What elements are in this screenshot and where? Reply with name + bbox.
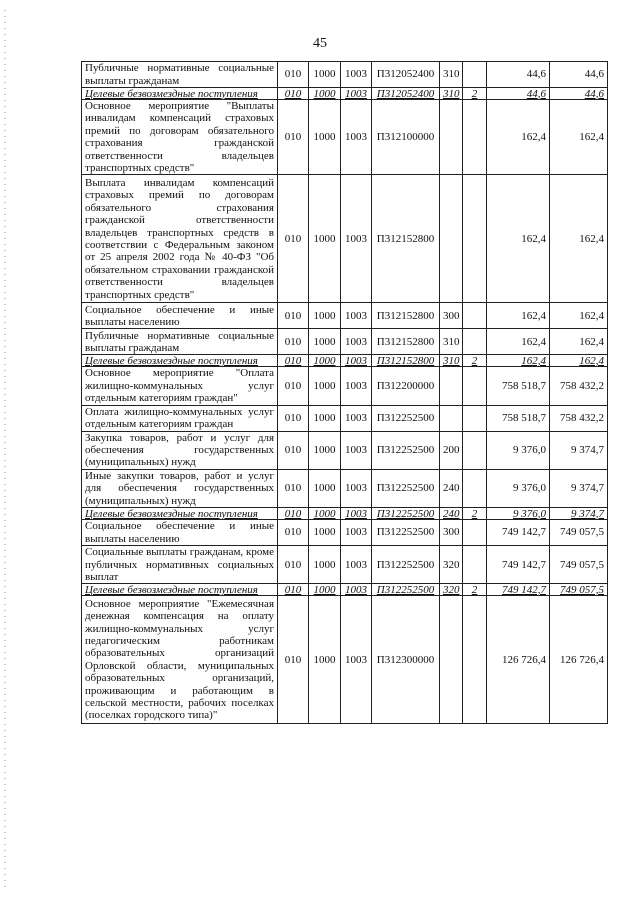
table-row bbox=[82, 405, 608, 431]
amount-year-1: 162,4 bbox=[487, 303, 550, 329]
target-article-code: П312252500 bbox=[372, 431, 440, 469]
row-name: Целевые безвозмездные поступления bbox=[82, 584, 278, 596]
amount-year-2: 44,6 bbox=[550, 88, 608, 100]
row-name: Основное мероприятие "Выплаты инвалидам компенсаций страховых премий по договорам обязательного страхования гражданской ответственности владельцев транспортных средств" bbox=[82, 100, 278, 175]
section-code: 1000 bbox=[309, 469, 341, 507]
amount-year-2: 749 057,5 bbox=[550, 584, 608, 596]
section-code: 1000 bbox=[309, 584, 341, 596]
target-article-code: П312300000 bbox=[372, 596, 440, 724]
expense-type-code: 240 bbox=[440, 469, 463, 507]
amount-year-1: 758 518,7 bbox=[487, 367, 550, 405]
amount-year-1: 749 142,7 bbox=[487, 546, 550, 584]
source-code: 2 bbox=[463, 508, 487, 520]
subsection-code: 1003 bbox=[341, 88, 372, 100]
amount-year-1: 749 142,7 bbox=[487, 584, 550, 596]
table-row bbox=[82, 546, 608, 584]
target-article-code: П312100000 bbox=[372, 100, 440, 175]
table-row-target-receipts bbox=[82, 88, 608, 100]
source-code bbox=[463, 596, 487, 724]
subsection-code: 1003 bbox=[341, 100, 372, 175]
row-name: Социальное обеспечение и иные выплаты населению bbox=[82, 520, 278, 546]
source-code: 2 bbox=[463, 88, 487, 100]
expense-type-code bbox=[440, 596, 463, 724]
subsection-code: 1003 bbox=[341, 520, 372, 546]
subsection-code: 1003 bbox=[341, 405, 372, 431]
grbs-code: 010 bbox=[278, 175, 309, 303]
amount-year-1: 749 142,7 bbox=[487, 520, 550, 546]
row-name: Целевые безвозмездные поступления bbox=[82, 355, 278, 367]
target-article-code: П312152800 bbox=[372, 355, 440, 367]
section-code: 1000 bbox=[309, 405, 341, 431]
subsection-code: 1003 bbox=[341, 596, 372, 724]
amount-year-2: 9 374,7 bbox=[550, 431, 608, 469]
amount-year-1: 44,6 bbox=[487, 88, 550, 100]
amount-year-2: 162,4 bbox=[550, 175, 608, 303]
row-name: Основное мероприятие "Ежемесячная денежная компенсация на оплату жилищно-коммунальных услуг педагогическим работникам образовательных организаций Орловской области, муниципальных образовательных организаций, проживающим и работающим в сельской местности, рабочих поселках (поселках городского типа)" bbox=[82, 596, 278, 724]
subsection-code: 1003 bbox=[341, 367, 372, 405]
page-number: 45 bbox=[313, 36, 327, 51]
amount-year-1: 162,4 bbox=[487, 355, 550, 367]
target-article-code: П312152800 bbox=[372, 175, 440, 303]
amount-year-1: 758 518,7 bbox=[487, 405, 550, 431]
section-code: 1000 bbox=[309, 303, 341, 329]
expense-type-code: 310 bbox=[440, 88, 463, 100]
table-row-target-receipts bbox=[82, 508, 608, 520]
row-name: Социальные выплаты гражданам, кроме публичных нормативных социальных выплат bbox=[82, 546, 278, 584]
grbs-code: 010 bbox=[278, 431, 309, 469]
amount-year-1: 126 726,4 bbox=[487, 596, 550, 724]
section-code: 1000 bbox=[309, 62, 341, 88]
row-name: Социальное обеспечение и иные выплаты населению bbox=[82, 303, 278, 329]
grbs-code: 010 bbox=[278, 100, 309, 175]
amount-year-2: 749 057,5 bbox=[550, 520, 608, 546]
subsection-code: 1003 bbox=[341, 175, 372, 303]
amount-year-2: 126 726,4 bbox=[550, 596, 608, 724]
target-article-code: П312252500 bbox=[372, 405, 440, 431]
expense-type-code: 200 bbox=[440, 431, 463, 469]
row-name: Целевые безвозмездные поступления bbox=[82, 508, 278, 520]
amount-year-2: 9 374,7 bbox=[550, 508, 608, 520]
grbs-code: 010 bbox=[278, 596, 309, 724]
table-row bbox=[82, 431, 608, 469]
section-code: 1000 bbox=[309, 367, 341, 405]
section-code: 1000 bbox=[309, 355, 341, 367]
row-name: Выплата инвалидам компенсаций страховых премий по договорам обязательного страхования гражданской ответственности владельцев транспортных средств в соответствии с Федеральным законом от 25 апреля 2002 года № 40-ФЗ "Об обязательном страховании гражданской ответственности владельцев транспортных средств" bbox=[82, 175, 278, 303]
grbs-code: 010 bbox=[278, 303, 309, 329]
table-row bbox=[82, 367, 608, 405]
section-code: 1000 bbox=[309, 175, 341, 303]
table-row-target-receipts bbox=[82, 355, 608, 367]
subsection-code: 1003 bbox=[341, 508, 372, 520]
amount-year-2: 44,6 bbox=[550, 62, 608, 88]
source-code bbox=[463, 405, 487, 431]
amount-year-1: 44,6 bbox=[487, 62, 550, 88]
target-article-code: П312252500 bbox=[372, 546, 440, 584]
expense-type-code bbox=[440, 367, 463, 405]
source-code: 2 bbox=[463, 584, 487, 596]
table-row-target-receipts bbox=[82, 584, 608, 596]
table-row bbox=[82, 520, 608, 546]
source-code bbox=[463, 469, 487, 507]
row-name: Закупка товаров, работ и услуг для обеспечения государственных (муниципальных) нужд bbox=[82, 431, 278, 469]
table-row bbox=[82, 329, 608, 355]
amount-year-2: 162,4 bbox=[550, 303, 608, 329]
target-article-code: П312200000 bbox=[372, 367, 440, 405]
target-article-code: П312152800 bbox=[372, 303, 440, 329]
subsection-code: 1003 bbox=[341, 303, 372, 329]
source-code bbox=[463, 367, 487, 405]
subsection-code: 1003 bbox=[341, 546, 372, 584]
source-code bbox=[463, 431, 487, 469]
target-article-code: П312252500 bbox=[372, 520, 440, 546]
grbs-code: 010 bbox=[278, 520, 309, 546]
row-name: Целевые безвозмездные поступления bbox=[82, 88, 278, 100]
grbs-code: 010 bbox=[278, 88, 309, 100]
expense-type-code: 300 bbox=[440, 520, 463, 546]
source-code: 2 bbox=[463, 355, 487, 367]
grbs-code: 010 bbox=[278, 367, 309, 405]
amount-year-1: 9 376,0 bbox=[487, 508, 550, 520]
subsection-code: 1003 bbox=[341, 329, 372, 355]
target-article-code: П312152800 bbox=[372, 329, 440, 355]
row-name: Публичные нормативные социальные выплаты гражданам bbox=[82, 62, 278, 88]
amount-year-2: 749 057,5 bbox=[550, 546, 608, 584]
grbs-code: 010 bbox=[278, 508, 309, 520]
amount-year-1: 9 376,0 bbox=[487, 431, 550, 469]
expense-type-code: 320 bbox=[440, 546, 463, 584]
source-code bbox=[463, 62, 487, 88]
amount-year-2: 758 432,2 bbox=[550, 367, 608, 405]
amount-year-2: 162,4 bbox=[550, 329, 608, 355]
section-code: 1000 bbox=[309, 329, 341, 355]
row-name: Основное мероприятие "Оплата жилищно-коммунальных услуг отдельным категориям граждан" bbox=[82, 367, 278, 405]
grbs-code: 010 bbox=[278, 546, 309, 584]
expense-type-code: 310 bbox=[440, 62, 463, 88]
section-code: 1000 bbox=[309, 546, 341, 584]
source-code bbox=[463, 520, 487, 546]
source-code bbox=[463, 329, 487, 355]
section-code: 1000 bbox=[309, 520, 341, 546]
expense-type-code bbox=[440, 175, 463, 303]
budget-table bbox=[81, 61, 608, 724]
amount-year-1: 162,4 bbox=[487, 329, 550, 355]
target-article-code: П312252500 bbox=[372, 508, 440, 520]
amount-year-2: 758 432,2 bbox=[550, 405, 608, 431]
grbs-code: 010 bbox=[278, 62, 309, 88]
table-row bbox=[82, 175, 608, 303]
target-article-code: П312052400 bbox=[372, 88, 440, 100]
expense-type-code: 300 bbox=[440, 303, 463, 329]
grbs-code: 010 bbox=[278, 405, 309, 431]
grbs-code: 010 bbox=[278, 355, 309, 367]
row-name: Публичные нормативные социальные выплаты гражданам bbox=[82, 329, 278, 355]
grbs-code: 010 bbox=[278, 329, 309, 355]
target-article-code: П312252500 bbox=[372, 584, 440, 596]
row-name: Оплата жилищно-коммунальных услуг отдельным категориям граждан bbox=[82, 405, 278, 431]
expense-type-code: 310 bbox=[440, 355, 463, 367]
row-name: Иные закупки товаров, работ и услуг для обеспечения государственных (муниципальных) нужд bbox=[82, 469, 278, 507]
section-code: 1000 bbox=[309, 431, 341, 469]
grbs-code: 010 bbox=[278, 469, 309, 507]
table-row bbox=[82, 62, 608, 88]
subsection-code: 1003 bbox=[341, 431, 372, 469]
source-code bbox=[463, 100, 487, 175]
source-code bbox=[463, 303, 487, 329]
section-code: 1000 bbox=[309, 508, 341, 520]
grbs-code: 010 bbox=[278, 584, 309, 596]
amount-year-2: 162,4 bbox=[550, 355, 608, 367]
table-row bbox=[82, 469, 608, 507]
subsection-code: 1003 bbox=[341, 62, 372, 88]
subsection-code: 1003 bbox=[341, 355, 372, 367]
section-code: 1000 bbox=[309, 596, 341, 724]
amount-year-2: 162,4 bbox=[550, 100, 608, 175]
section-code: 1000 bbox=[309, 100, 341, 175]
amount-year-2: 9 374,7 bbox=[550, 469, 608, 507]
amount-year-1: 162,4 bbox=[487, 100, 550, 175]
source-code bbox=[463, 546, 487, 584]
scan-edge-marks bbox=[4, 10, 6, 890]
subsection-code: 1003 bbox=[341, 469, 372, 507]
expense-type-code bbox=[440, 100, 463, 175]
section-code: 1000 bbox=[309, 88, 341, 100]
subsection-code: 1003 bbox=[341, 584, 372, 596]
expense-type-code: 320 bbox=[440, 584, 463, 596]
amount-year-1: 162,4 bbox=[487, 175, 550, 303]
amount-year-1: 9 376,0 bbox=[487, 469, 550, 507]
expense-type-code: 240 bbox=[440, 508, 463, 520]
table-row bbox=[82, 596, 608, 724]
table-row bbox=[82, 100, 608, 175]
source-code bbox=[463, 175, 487, 303]
expense-type-code bbox=[440, 405, 463, 431]
target-article-code: П312252500 bbox=[372, 469, 440, 507]
target-article-code: П312052400 bbox=[372, 62, 440, 88]
table-row bbox=[82, 303, 608, 329]
expense-type-code: 310 bbox=[440, 329, 463, 355]
